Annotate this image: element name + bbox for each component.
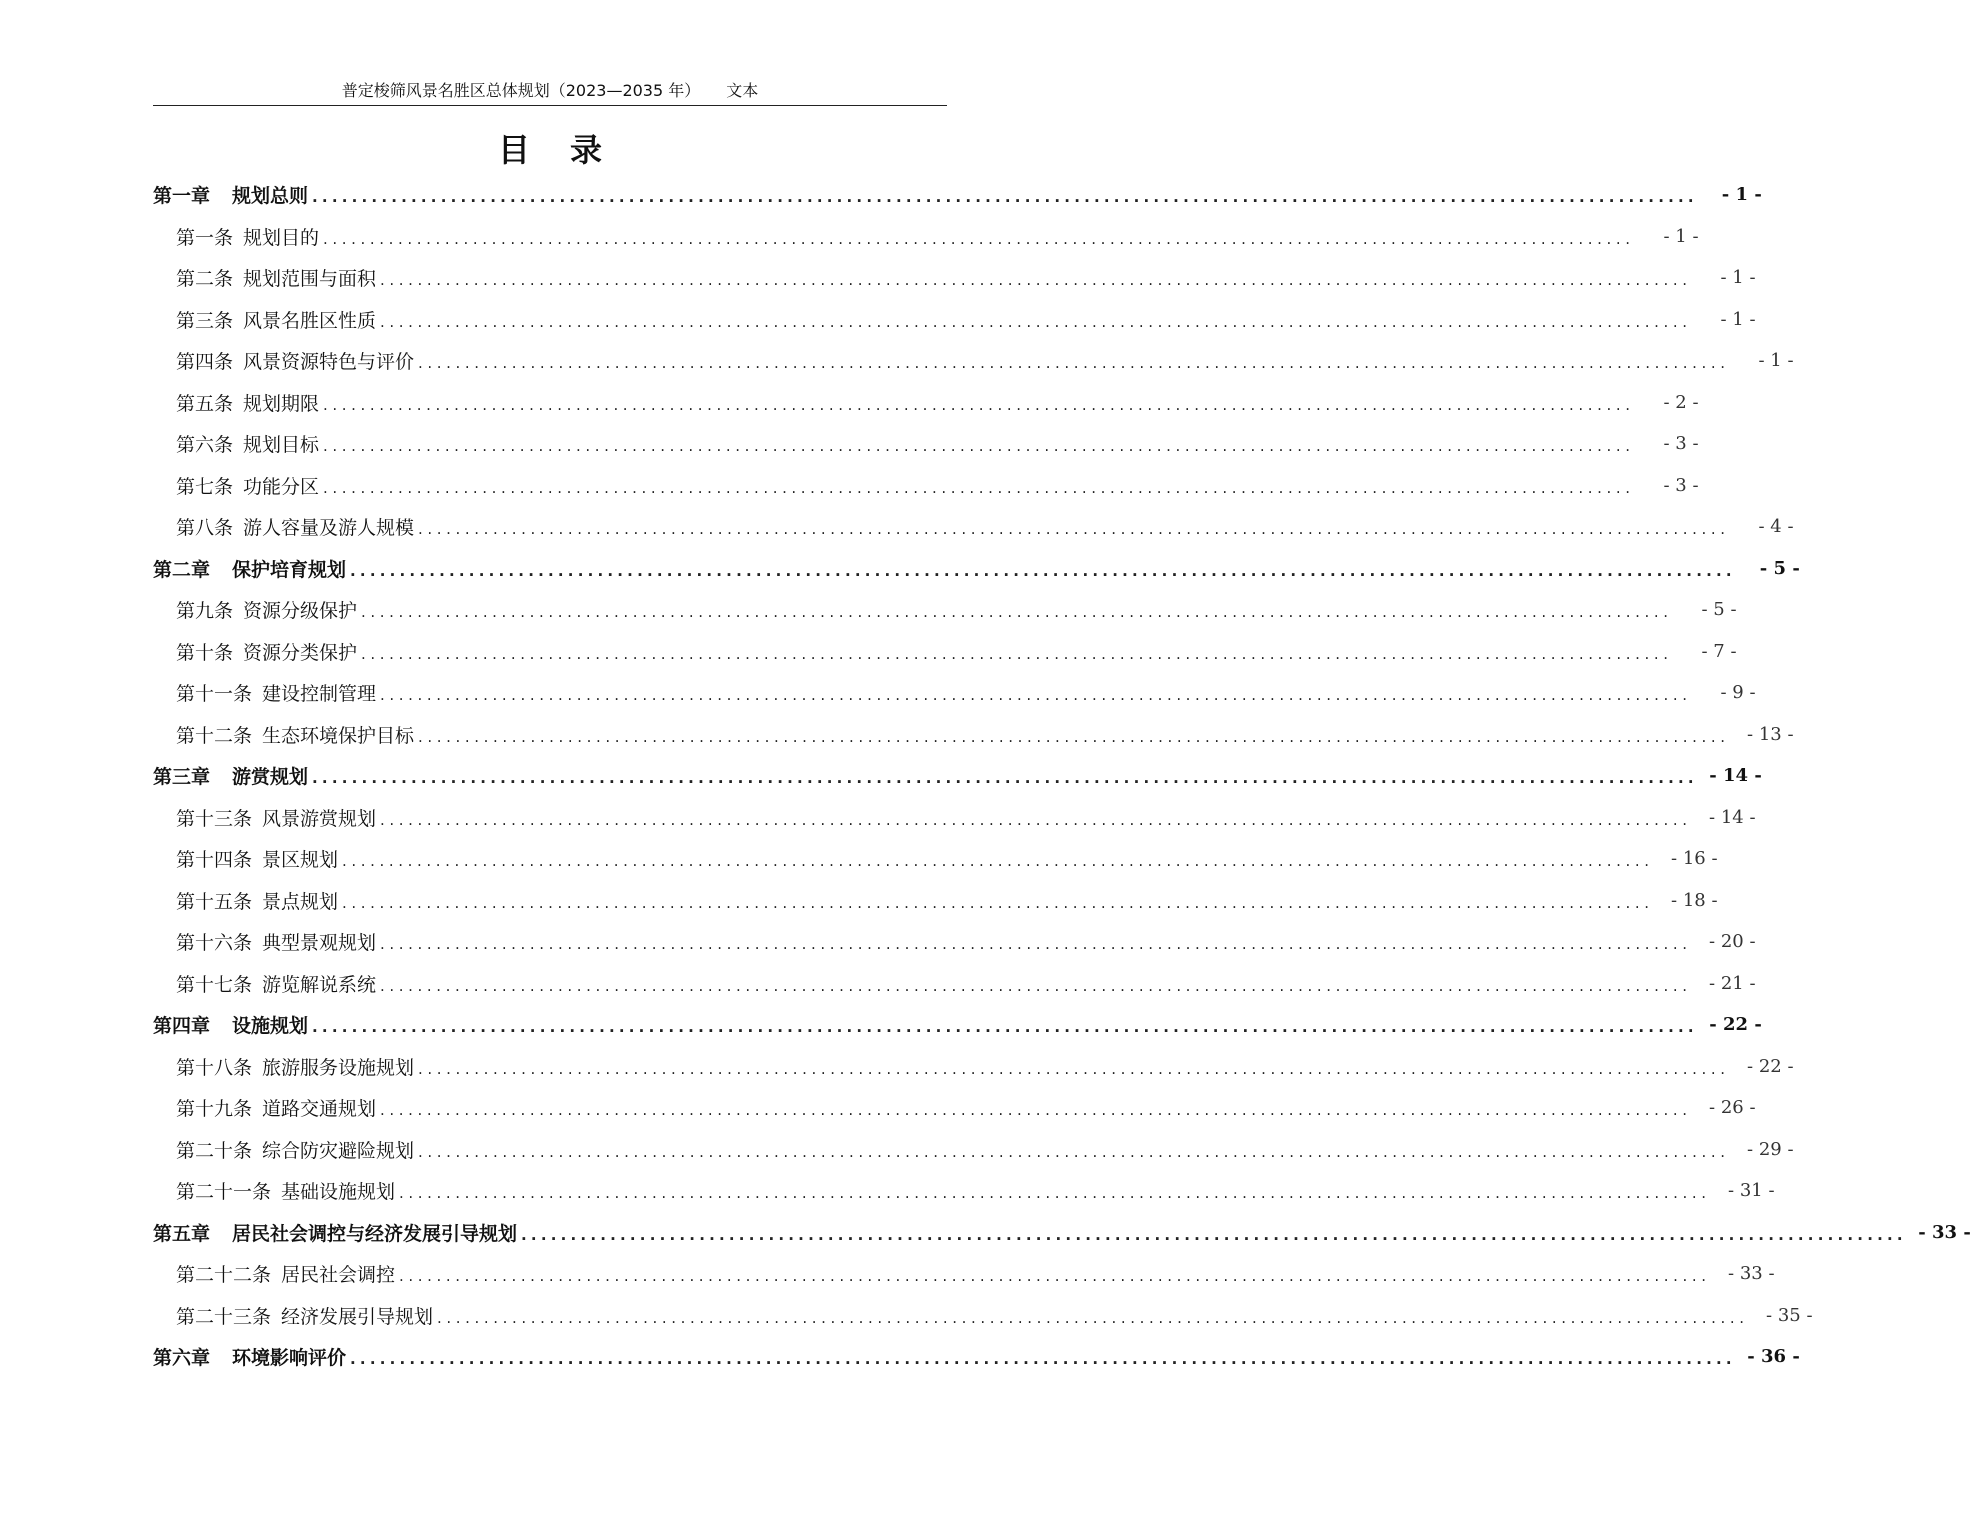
dot-leader: ............................................................................................................................................ [361, 644, 1673, 663]
toc-entry-page-number: - 33 - [1918, 1221, 1971, 1243]
toc-entry-title: 旅游服务设施规划 [262, 1056, 415, 1079]
toc-entry-title: 设施规划 [232, 1015, 309, 1038]
toc-entry-label [176, 347, 414, 374]
toc-entry-title: 游览解说系统 [262, 973, 377, 996]
toc-entry-number: 第十三条 [176, 807, 253, 830]
toc-entry-label [176, 472, 319, 499]
toc-entry-title: 综合防灾避险规划 [262, 1139, 415, 1162]
dot-leader: ............................................................................................................................................ [323, 229, 1635, 248]
toc-entry-label [176, 887, 338, 914]
toc-entry-page-number: - 36 - [1747, 1346, 1800, 1368]
dot-leader: ............................................................................................................................................ [312, 1018, 1698, 1037]
toc-entry-label [176, 513, 414, 540]
dot-leader: ............................................................................................................................................ [418, 727, 1730, 746]
toc-entry-label [176, 679, 376, 706]
toc-entry-title: 风景游赏规划 [262, 807, 377, 830]
toc-entry-number: 第十二条 [176, 724, 253, 747]
toc-entry-page-number: - 14 - [1709, 765, 1762, 787]
toc-entry-page-number: - 1 - [1663, 225, 1699, 247]
toc-article-entry[interactable] [153, 631, 1737, 673]
toc-article-entry[interactable] [153, 1295, 1813, 1337]
toc-entry-label [176, 389, 319, 416]
toc-article-entry[interactable] [153, 714, 1794, 756]
toc-entry-number: 第五章 [153, 1222, 211, 1245]
toc-entry-label [176, 1094, 376, 1121]
toc-entry-number: 第四条 [176, 351, 234, 374]
toc-entry-title: 生态环境保护目标 [262, 724, 415, 747]
toc-entry-title: 资源分类保护 [243, 641, 358, 664]
toc-entry-label [176, 1177, 395, 1204]
toc-entry-title: 典型景观规划 [262, 932, 377, 955]
toc-entry-number: 第十一条 [176, 683, 253, 706]
toc-entry-number: 第十六条 [176, 932, 253, 955]
toc-article-entry[interactable] [153, 340, 1794, 382]
toc-entry-page-number: - 22 - [1747, 1055, 1794, 1077]
toc-entry-number: 第二章 [153, 558, 211, 581]
document-type: 文本 [726, 81, 759, 100]
toc-heading-char-1: 目 [497, 131, 530, 169]
toc-entry-number: 第六章 [153, 1347, 211, 1370]
toc-entry-number: 第九条 [176, 600, 234, 623]
dot-leader: ............................................................................................................................................ [437, 1308, 1749, 1327]
toc-entry-title: 道路交通规划 [262, 1098, 377, 1121]
toc-entry-page-number: - 2 - [1663, 391, 1699, 413]
toc-entry-page-number: - 1 - [1720, 308, 1756, 330]
toc-article-entry[interactable] [153, 838, 1718, 880]
toc-chapter-entry[interactable] [153, 1336, 1800, 1378]
toc-entry-page-number: - 7 - [1701, 640, 1737, 662]
toc-article-entry[interactable] [153, 1129, 1794, 1171]
toc-heading-char-2: 录 [570, 131, 603, 169]
toc-entry-page-number: - 21 - [1709, 972, 1756, 994]
toc-entry-label [176, 264, 376, 291]
toc-entry-label [176, 306, 376, 333]
dot-leader: ............................................................................................................................................ [380, 1101, 1692, 1120]
toc-entry-page-number: - 13 - [1747, 723, 1794, 745]
toc-chapter-entry[interactable] [153, 174, 1762, 216]
toc-entry-label [176, 223, 319, 250]
toc-article-entry[interactable] [153, 465, 1699, 507]
toc-entry-title: 资源分级保护 [243, 600, 358, 623]
toc-entry-label [176, 928, 376, 955]
toc-entry-title: 功能分区 [243, 475, 320, 498]
toc-entry-number: 第八条 [176, 517, 234, 540]
toc-entry-number: 第十八条 [176, 1056, 253, 1079]
dot-leader: ............................................................................................................................................ [380, 686, 1692, 705]
toc-entry-title: 游赏规划 [232, 766, 309, 789]
toc-entry-page-number: - 4 - [1758, 516, 1794, 538]
dot-leader: ............................................................................................................................................ [342, 852, 1654, 871]
dot-leader: ............................................................................................................................................ [380, 976, 1692, 995]
toc-entry-title: 景点规划 [262, 890, 339, 913]
toc-entry-page-number: - 1 - [1721, 184, 1762, 206]
toc-entry-page-number: - 20 - [1709, 931, 1756, 953]
dot-leader: ............................................................................................................................................ [312, 188, 1698, 207]
toc-entry-title: 环境影响评价 [232, 1347, 347, 1370]
toc-entry-page-number: - 5 - [1759, 557, 1800, 579]
toc-entry-number: 第三章 [153, 766, 211, 789]
toc-article-entry[interactable] [153, 506, 1794, 548]
toc-entry-number: 第二十一条 [176, 1181, 272, 1204]
dot-leader: ............................................................................................................................................ [380, 312, 1692, 331]
toc-entry-page-number: - 29 - [1747, 1138, 1794, 1160]
toc-article-entry[interactable] [153, 880, 1718, 922]
toc-entry-title: 居民社会调控 [281, 1264, 396, 1287]
toc-article-entry[interactable] [153, 589, 1737, 631]
toc-entry-page-number: - 1 - [1758, 350, 1794, 372]
toc-entry-label [153, 181, 308, 208]
toc-entry-label [176, 430, 319, 457]
toc-entry-title: 游人容量及游人规模 [243, 517, 415, 540]
toc-entry-label [153, 1219, 517, 1246]
dot-leader: ............................................................................................................................................ [399, 1267, 1711, 1286]
toc-article-entry[interactable] [153, 1253, 1775, 1295]
dot-leader: ............................................................................................................................................ [380, 810, 1692, 829]
toc-entry-title: 经济发展引导规划 [281, 1305, 434, 1328]
toc-entry-number: 第二十二条 [176, 1264, 272, 1287]
toc-article-entry[interactable] [153, 797, 1756, 839]
toc-entry-number: 第二十三条 [176, 1305, 272, 1328]
toc-entry-number: 第二条 [176, 268, 234, 291]
dot-leader: ............................................................................................................................................ [361, 603, 1673, 622]
toc-article-entry[interactable] [153, 299, 1756, 341]
toc-entry-number: 第二十条 [176, 1139, 253, 1162]
toc-article-entry[interactable] [153, 672, 1756, 714]
page-header [153, 78, 947, 106]
dot-leader: ............................................................................................................................................ [418, 1142, 1730, 1161]
dot-leader: ............................................................................................................................................ [350, 1350, 1736, 1369]
toc-entry-label [176, 1136, 414, 1163]
toc-entry-title: 风景资源特色与评价 [243, 351, 415, 374]
toc-entry-number: 第十九条 [176, 1098, 253, 1121]
toc-article-entry[interactable] [153, 216, 1699, 258]
table-of-contents [153, 174, 1971, 1378]
toc-article-entry[interactable] [153, 1087, 1756, 1129]
toc-entry-label [176, 1260, 395, 1287]
toc-entry-page-number: - 22 - [1709, 1014, 1762, 1036]
toc-entry-title: 风景名胜区性质 [243, 309, 377, 332]
toc-entry-label [153, 555, 346, 582]
toc-article-entry[interactable] [153, 1046, 1794, 1088]
dot-leader: ............................................................................................................................................ [521, 1225, 1907, 1244]
toc-entry-label [176, 596, 357, 623]
toc-entry-page-number: - 3 - [1663, 433, 1699, 455]
toc-article-entry[interactable] [153, 963, 1756, 1005]
toc-entry-label [153, 1343, 346, 1370]
toc-entry-page-number: - 31 - [1728, 1180, 1775, 1202]
toc-entry-label [176, 1053, 414, 1080]
toc-chapter-entry[interactable] [153, 1004, 1762, 1046]
toc-entry-number: 第六条 [176, 434, 234, 457]
document-title: 普定梭筛风景名胜区总体规划（2023—2035 年） [341, 81, 701, 100]
dot-leader: ............................................................................................................................................ [418, 520, 1730, 539]
dot-leader: ............................................................................................................................................ [350, 561, 1736, 580]
toc-entry-number: 第十条 [176, 641, 234, 664]
dot-leader: ............................................................................................................................................ [380, 935, 1692, 954]
dot-leader: ............................................................................................................................................ [312, 769, 1698, 788]
toc-entry-label [176, 638, 357, 665]
toc-entry-title: 居民社会调控与经济发展引导规划 [232, 1222, 518, 1245]
toc-entry-title: 基础设施规划 [281, 1181, 396, 1204]
toc-entry-page-number: - 35 - [1766, 1304, 1813, 1326]
toc-entry-page-number: - 9 - [1720, 682, 1756, 704]
toc-heading [153, 128, 947, 172]
toc-entry-number: 第四章 [153, 1015, 211, 1038]
toc-entry-title: 规划范围与面积 [243, 268, 377, 291]
toc-entry-number: 第五条 [176, 392, 234, 415]
dot-leader: ............................................................................................................................................ [323, 437, 1635, 456]
toc-entry-page-number: - 14 - [1709, 806, 1756, 828]
toc-entry-title: 景区规划 [262, 849, 339, 872]
toc-entry-label [176, 721, 414, 748]
toc-entry-number: 第十四条 [176, 849, 253, 872]
toc-entry-number: 第十七条 [176, 973, 253, 996]
toc-entry-page-number: - 16 - [1671, 848, 1718, 870]
toc-entry-title: 规划目标 [243, 434, 320, 457]
toc-entry-title: 规划总则 [232, 185, 309, 208]
dot-leader: ............................................................................................................................................ [380, 271, 1692, 290]
toc-entry-label [153, 1011, 308, 1038]
toc-entry-title: 保护培育规划 [232, 558, 347, 581]
toc-chapter-entry[interactable] [153, 1212, 1971, 1254]
toc-entry-title: 建设控制管理 [262, 683, 377, 706]
toc-entry-page-number: - 33 - [1728, 1263, 1775, 1285]
toc-article-entry[interactable] [153, 257, 1756, 299]
toc-entry-page-number: - 3 - [1663, 474, 1699, 496]
toc-article-entry[interactable] [153, 1170, 1775, 1212]
dot-leader: ............................................................................................................................................ [342, 893, 1654, 912]
toc-entry-number: 第一章 [153, 185, 211, 208]
dot-leader: ............................................................................................................................................ [418, 1059, 1730, 1078]
toc-entry-page-number: - 5 - [1701, 599, 1737, 621]
toc-article-entry[interactable] [153, 423, 1699, 465]
toc-entry-title: 规划目的 [243, 226, 320, 249]
toc-chapter-entry[interactable] [153, 755, 1762, 797]
toc-entry-label [176, 1302, 433, 1329]
toc-article-entry[interactable] [153, 921, 1756, 963]
dot-leader: ............................................................................................................................................ [323, 395, 1635, 414]
toc-entry-label [176, 970, 376, 997]
dot-leader: ............................................................................................................................................ [399, 1184, 1711, 1203]
dot-leader: ............................................................................................................................................ [418, 354, 1730, 373]
toc-entry-number: 第一条 [176, 226, 234, 249]
toc-entry-label [176, 845, 338, 872]
toc-entry-number: 第七条 [176, 475, 234, 498]
toc-entry-number: 第十五条 [176, 890, 253, 913]
toc-entry-title: 规划期限 [243, 392, 320, 415]
toc-entry-label [176, 804, 376, 831]
toc-entry-page-number: - 1 - [1720, 267, 1756, 289]
dot-leader: ............................................................................................................................................ [323, 478, 1635, 497]
toc-entry-page-number: - 18 - [1671, 889, 1718, 911]
toc-article-entry[interactable] [153, 382, 1699, 424]
toc-entry-label [153, 762, 308, 789]
toc-entry-number: 第三条 [176, 309, 234, 332]
toc-chapter-entry[interactable] [153, 548, 1800, 590]
toc-entry-page-number: - 26 - [1709, 1097, 1756, 1119]
